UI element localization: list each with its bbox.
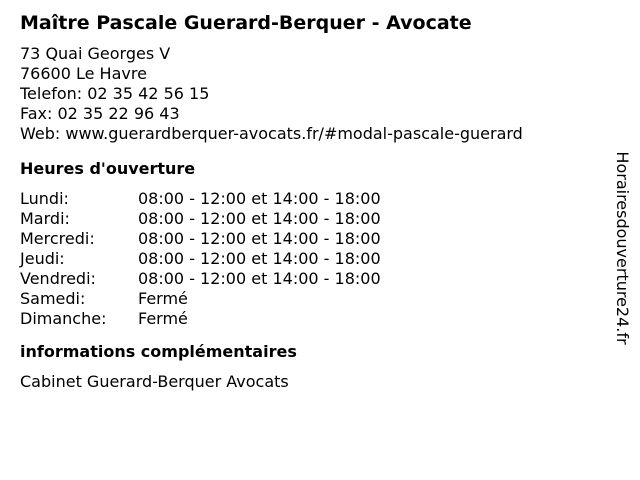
day-label: Vendredi: [20,269,96,288]
day-hours: Fermé [138,289,188,308]
day-label: Lundi: [20,189,69,208]
day-hours: 08:00 - 12:00 et 14:00 - 18:00 [138,189,381,208]
city-postal: 76600 Le Havre [20,64,147,83]
hours-row-friday [20,269,595,289]
hours-row-tuesday [20,209,595,229]
hours-heading: Heures d'ouverture [20,159,196,178]
hours-row-saturday [20,289,595,309]
hours-row-monday [20,189,595,209]
hours-row-thursday [20,249,595,269]
hours-row-wednesday [20,229,595,249]
address-block [20,44,595,144]
day-label: Jeudi: [20,249,65,268]
business-title: Maître Pascale Guerard-Berquer - Avocate [20,12,472,34]
day-label: Samedi: [20,289,86,308]
day-label: Mardi: [20,209,70,228]
day-hours: 08:00 - 12:00 et 14:00 - 18:00 [138,229,381,248]
day-hours: 08:00 - 12:00 et 14:00 - 18:00 [138,209,381,228]
hours-table [20,189,595,329]
street-address: 73 Quai Georges V [20,44,171,63]
business-card [20,10,595,392]
fax-number: Fax: 02 35 22 96 43 [20,104,180,123]
site-watermark: Horairesdouverture24.fr [613,151,632,345]
extra-info-text: Cabinet Guerard-Berquer Avocats [20,372,289,391]
day-label: Dimanche: [20,309,107,328]
day-hours: 08:00 - 12:00 et 14:00 - 18:00 [138,269,381,288]
day-hours: 08:00 - 12:00 et 14:00 - 18:00 [138,249,381,268]
website-link[interactable]: Web: www.guerardberquer-avocats.fr/#modal-pascale-guerard [20,124,523,143]
day-label: Mercredi: [20,229,95,248]
hours-row-sunday [20,309,595,329]
day-hours: Fermé [138,309,188,328]
phone-number: Telefon: 02 35 42 56 15 [20,84,210,103]
extra-info-heading: informations complémentaires [20,342,297,361]
